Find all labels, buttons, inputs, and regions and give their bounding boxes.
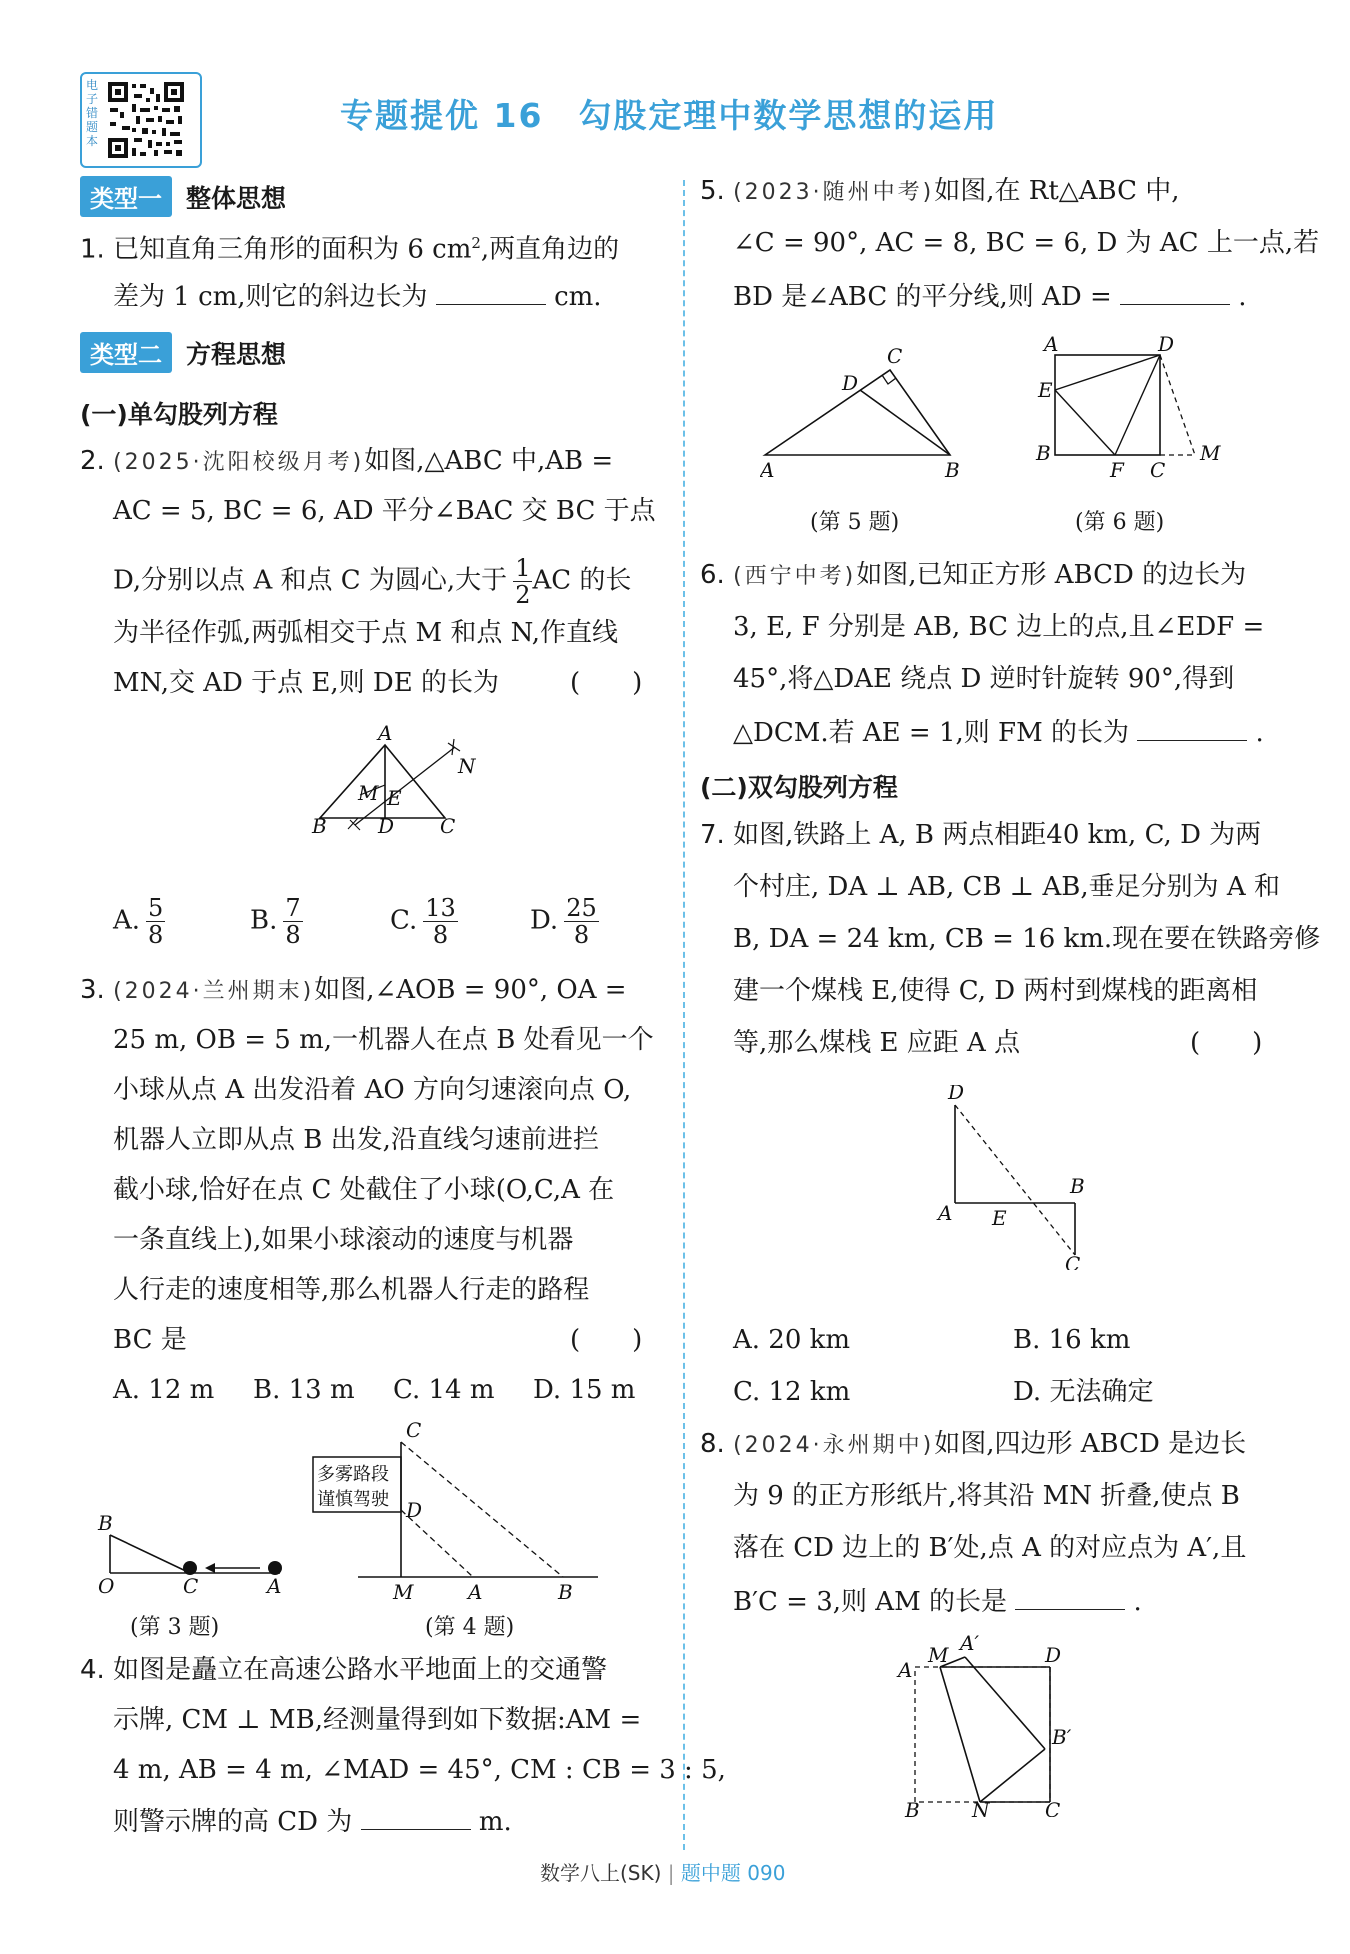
q3-label-o: O	[98, 1574, 115, 1595]
page-title: 专题提优 16 勾股定理中数学思想的运用	[340, 96, 999, 135]
q3-source: (2024·兰州期末)	[113, 979, 315, 1004]
footer-section: 题中题	[680, 1861, 741, 1885]
q1-answer-blank[interactable]	[436, 280, 546, 305]
q8-line1: 如图,四边形 ABCD 是边长	[934, 1429, 1247, 1459]
q4-label-m: M	[393, 1580, 414, 1604]
q6-label-f: F	[1110, 458, 1124, 480]
footer-subject: 数学八上(SK)	[540, 1861, 662, 1885]
type2-name: 方程思想	[186, 339, 287, 369]
q6-label-d: D	[1158, 335, 1175, 356]
q5-line2: ∠C = 90°, AC = 8, BC = 6, D 为 AC 上一点,若	[733, 228, 1320, 258]
q2-source: (2025·沈阳校级月考)	[113, 450, 365, 475]
q7-label-b: B	[1070, 1174, 1085, 1198]
q7-number: 7.	[700, 820, 725, 850]
q8-answer-blank[interactable]	[1015, 1585, 1125, 1610]
q5-label-d: D	[842, 371, 859, 395]
q4-answer-blank[interactable]	[361, 1805, 471, 1830]
q8-label-c: C	[1045, 1798, 1061, 1817]
q2-line5: MN,交 AD 于点 E,则 DE 的长为	[113, 668, 499, 698]
q6-label-b: B	[1036, 441, 1051, 465]
q3-label-b: B	[98, 1511, 113, 1535]
q8-label-b-prime: B′	[1052, 1725, 1072, 1749]
q2-answer-paren[interactable]: ( )	[570, 668, 643, 698]
q6-number: 6.	[700, 560, 725, 590]
q8-label-a-prime: A′	[960, 1632, 979, 1655]
q8-label-d: D	[1045, 1643, 1062, 1667]
q8-label-a: A	[898, 1658, 913, 1682]
q7-label-c: C	[1065, 1252, 1081, 1270]
q2-option-a[interactable]: A. $\frac{5}{8}$	[113, 894, 164, 949]
q8-tail: .	[1133, 1587, 1142, 1617]
q5-label-a: A	[760, 458, 775, 482]
qr-label: 电子错题本	[85, 78, 98, 148]
q8-line3: 落在 CD 边上的 B′处,点 A 的对应点为 A′,且	[733, 1533, 1247, 1563]
qr-code-icon	[106, 80, 186, 160]
q7-figure	[930, 1085, 1100, 1270]
q7-option-d[interactable]: D. 无法确定	[1013, 1377, 1154, 1407]
q2-label-e: E	[387, 786, 402, 810]
q2-label-a: A	[378, 725, 393, 745]
q4-line2: 示牌, CM ⊥ MB,经测量得到如下数据:AM =	[113, 1705, 642, 1735]
q7-line1: 如图,铁路上 A, B 两点相距40 km, C, D 为两	[733, 820, 1262, 850]
q6-source: (西宁中考)	[733, 564, 857, 589]
q7-option-a[interactable]: A. 20 km	[733, 1325, 851, 1355]
q1-unit: cm.	[554, 282, 602, 312]
q7-option-b[interactable]: B. 16 km	[1013, 1325, 1131, 1355]
q5-line1: 如图,在 Rt△ABC 中,	[934, 176, 1180, 206]
type1-name: 整体思想	[186, 183, 287, 213]
q3-label-a: A	[267, 1574, 282, 1595]
q7-answer-paren[interactable]: ( )	[1190, 1028, 1263, 1058]
q3-line7: 人行走的速度相等,那么机器人行走的路程	[113, 1275, 590, 1305]
q6-line2: 3, E, F 分别是 AB, BC 边上的点,且∠EDF =	[733, 612, 1265, 642]
q4-label-a: A	[468, 1580, 483, 1604]
q3-option-a[interactable]: A. 12 m	[113, 1375, 215, 1405]
q2-label-n: N	[458, 754, 476, 778]
q5-label-c: C	[887, 345, 903, 368]
q2-figure	[290, 725, 490, 835]
q4-number: 4.	[80, 1655, 105, 1685]
q5-answer-blank[interactable]	[1120, 280, 1230, 305]
type2-badge: 类型二	[80, 332, 172, 373]
q3-line5: 截小球,恰好在点 C 处截住了小球(O,C,A 在	[113, 1175, 615, 1205]
type1-badge: 类型一	[80, 176, 172, 217]
q2-line3b: AC 的长	[532, 565, 632, 596]
q5-label-b: B	[945, 458, 960, 482]
q1-line1: 已知直角三角形的面积为 6 cm	[113, 234, 472, 265]
q4-unit: m.	[478, 1807, 512, 1837]
q2-label-d: D	[378, 814, 395, 835]
footer-page-number: 090	[747, 1861, 786, 1885]
q4-caption: (第 4 题)	[425, 1615, 515, 1640]
q1-number: 1.	[80, 234, 105, 265]
q6-caption: (第 6 题)	[1075, 510, 1165, 535]
q6-label-m: M	[1200, 441, 1221, 465]
q1-line1b: ,两直角边的	[480, 234, 620, 265]
q3-line8: BC 是	[113, 1325, 187, 1355]
q2-frac-den: 2	[515, 581, 531, 609]
q8-line4: B′C = 3,则 AM 的长是	[733, 1587, 1007, 1617]
q3-number: 3.	[80, 975, 105, 1005]
q3-line2: 25 m, OB = 5 m,一机器人在点 B 处看见一个	[113, 1025, 654, 1055]
q2-fraction	[513, 555, 532, 608]
q7-line4: 建一个煤栈 E,使得 C, D 两村到煤栈的距离相	[733, 976, 1258, 1006]
page-footer: 数学八上(SK) | 题中题 090	[540, 1861, 786, 1885]
q6-line4: △DCM.若 AE = 1,则 FM 的长为	[733, 718, 1129, 748]
q8-line2: 为 9 的正方形纸片,将其沿 MN 折叠,使点 B	[733, 1481, 1240, 1511]
q4-label-c: C	[406, 1418, 422, 1442]
q8-label-m: M	[928, 1643, 949, 1667]
q2-line1: 如图,△ABC 中,AB =	[364, 446, 614, 476]
q2-option-d[interactable]: D. $\frac{25}{8}$	[530, 894, 597, 949]
q1-superscript: 2	[471, 234, 481, 252]
q5-figure	[760, 345, 960, 485]
q3-answer-paren[interactable]: ( )	[570, 1325, 643, 1355]
q4-line4: 则警示牌的高 CD 为	[113, 1807, 353, 1837]
qr-code-badge[interactable]	[80, 72, 202, 168]
q6-label-a: A	[1044, 335, 1059, 356]
q2-option-b[interactable]: B. $\frac{7}{8}$	[250, 894, 301, 949]
q3-line4: 机器人立即从点 B 出发,沿直线匀速前进拦	[113, 1125, 599, 1155]
q8-source: (2024·永州期中)	[733, 1433, 935, 1458]
q4-line1: 如图是矗立在高速公路水平地面上的交通警	[113, 1655, 608, 1685]
q2-frac-num: 1	[515, 554, 531, 582]
section-type1	[80, 176, 286, 217]
q2-label-c: C	[440, 814, 456, 835]
q3-line6: 一条直线上),如果小球滚动的速度与机器	[113, 1225, 574, 1255]
q3-option-c[interactable]: C. 14 m	[393, 1375, 495, 1405]
q6-answer-blank[interactable]	[1137, 716, 1247, 741]
q7-line3: B, DA = 24 km, CB = 16 km.现在要在铁路旁修	[733, 924, 1321, 954]
q4-line3: 4 m, AB = 4 m, ∠MAD = 45°, CM : CB = 3 : 5,	[113, 1755, 726, 1785]
q6-line1: 如图,已知正方形 ABCD 的边长为	[856, 560, 1247, 590]
q5-source: (2023·随州中考)	[733, 180, 935, 205]
q7-label-e: E	[992, 1206, 1007, 1230]
q7-line5: 等,那么煤栈 E 应距 A 点	[733, 1028, 1021, 1058]
q4-sign-line2: 谨慎驾驶	[317, 1489, 389, 1510]
q6-label-c: C	[1150, 458, 1166, 480]
q8-number: 8.	[700, 1429, 725, 1459]
q5-line3: BD 是∠ABC 的平分线,则 AD =	[733, 282, 1112, 312]
q6-tail: .	[1255, 718, 1264, 748]
q8-figure	[890, 1632, 1090, 1817]
q4-label-d: D	[406, 1498, 423, 1522]
column-divider	[683, 180, 685, 1850]
q5-caption: (第 5 题)	[810, 510, 900, 535]
q5-tail: .	[1238, 282, 1247, 312]
q3-label-c: C	[183, 1574, 199, 1595]
q4-figure	[308, 1417, 628, 1607]
q2-label-b: B	[312, 814, 327, 835]
q7-line2: 个村庄, DA ⊥ AB, CB ⊥ AB,垂足分别为 A 和	[733, 872, 1280, 902]
q7-label-a: A	[938, 1201, 953, 1225]
subsection-1: (一)单勾股列方程	[80, 400, 278, 429]
q3-figure	[95, 1510, 295, 1595]
q2-number: 2.	[80, 446, 105, 476]
q7-label-d: D	[948, 1085, 965, 1104]
q2-line3a: D,分别以点 A 和点 C 为圆心,大于	[113, 565, 508, 596]
q3-line1: 如图,∠AOB = 90°, OA =	[314, 975, 627, 1005]
q2-line4: 为半径作弧,两弧相交于点 M 和点 N,作直线	[113, 618, 619, 648]
q6-figure	[1030, 335, 1230, 480]
q2-option-c[interactable]: C. $\frac{13}{8}$	[390, 894, 456, 949]
q3-option-d[interactable]: D. 15 m	[533, 1375, 636, 1405]
q7-option-c[interactable]: C. 12 km	[733, 1377, 851, 1407]
q6-line3: 45°,将△DAE 绕点 D 逆时针旋转 90°,得到	[733, 664, 1235, 694]
q3-line3: 小球从点 A 出发沿着 AO 方向匀速滚向点 O,	[113, 1075, 632, 1105]
q2-label-m: M	[358, 781, 379, 805]
q6-label-e: E	[1038, 378, 1053, 402]
subsection-2: (二)双勾股列方程	[700, 773, 898, 802]
q8-label-b: B	[905, 1798, 920, 1817]
q2-line2: AC = 5, BC = 6, AD 平分∠BAC 交 BC 于点	[113, 496, 656, 526]
q3-caption: (第 3 题)	[130, 1615, 220, 1640]
q8-label-n: N	[972, 1798, 990, 1817]
q4-sign-line1: 多雾路段	[317, 1464, 389, 1485]
q4-label-b: B	[558, 1580, 573, 1604]
q5-number: 5.	[700, 176, 725, 206]
q3-option-b[interactable]: B. 13 m	[253, 1375, 355, 1405]
section-type2	[80, 332, 286, 373]
q1-line2: 差为 1 cm,则它的斜边长为	[113, 282, 428, 312]
